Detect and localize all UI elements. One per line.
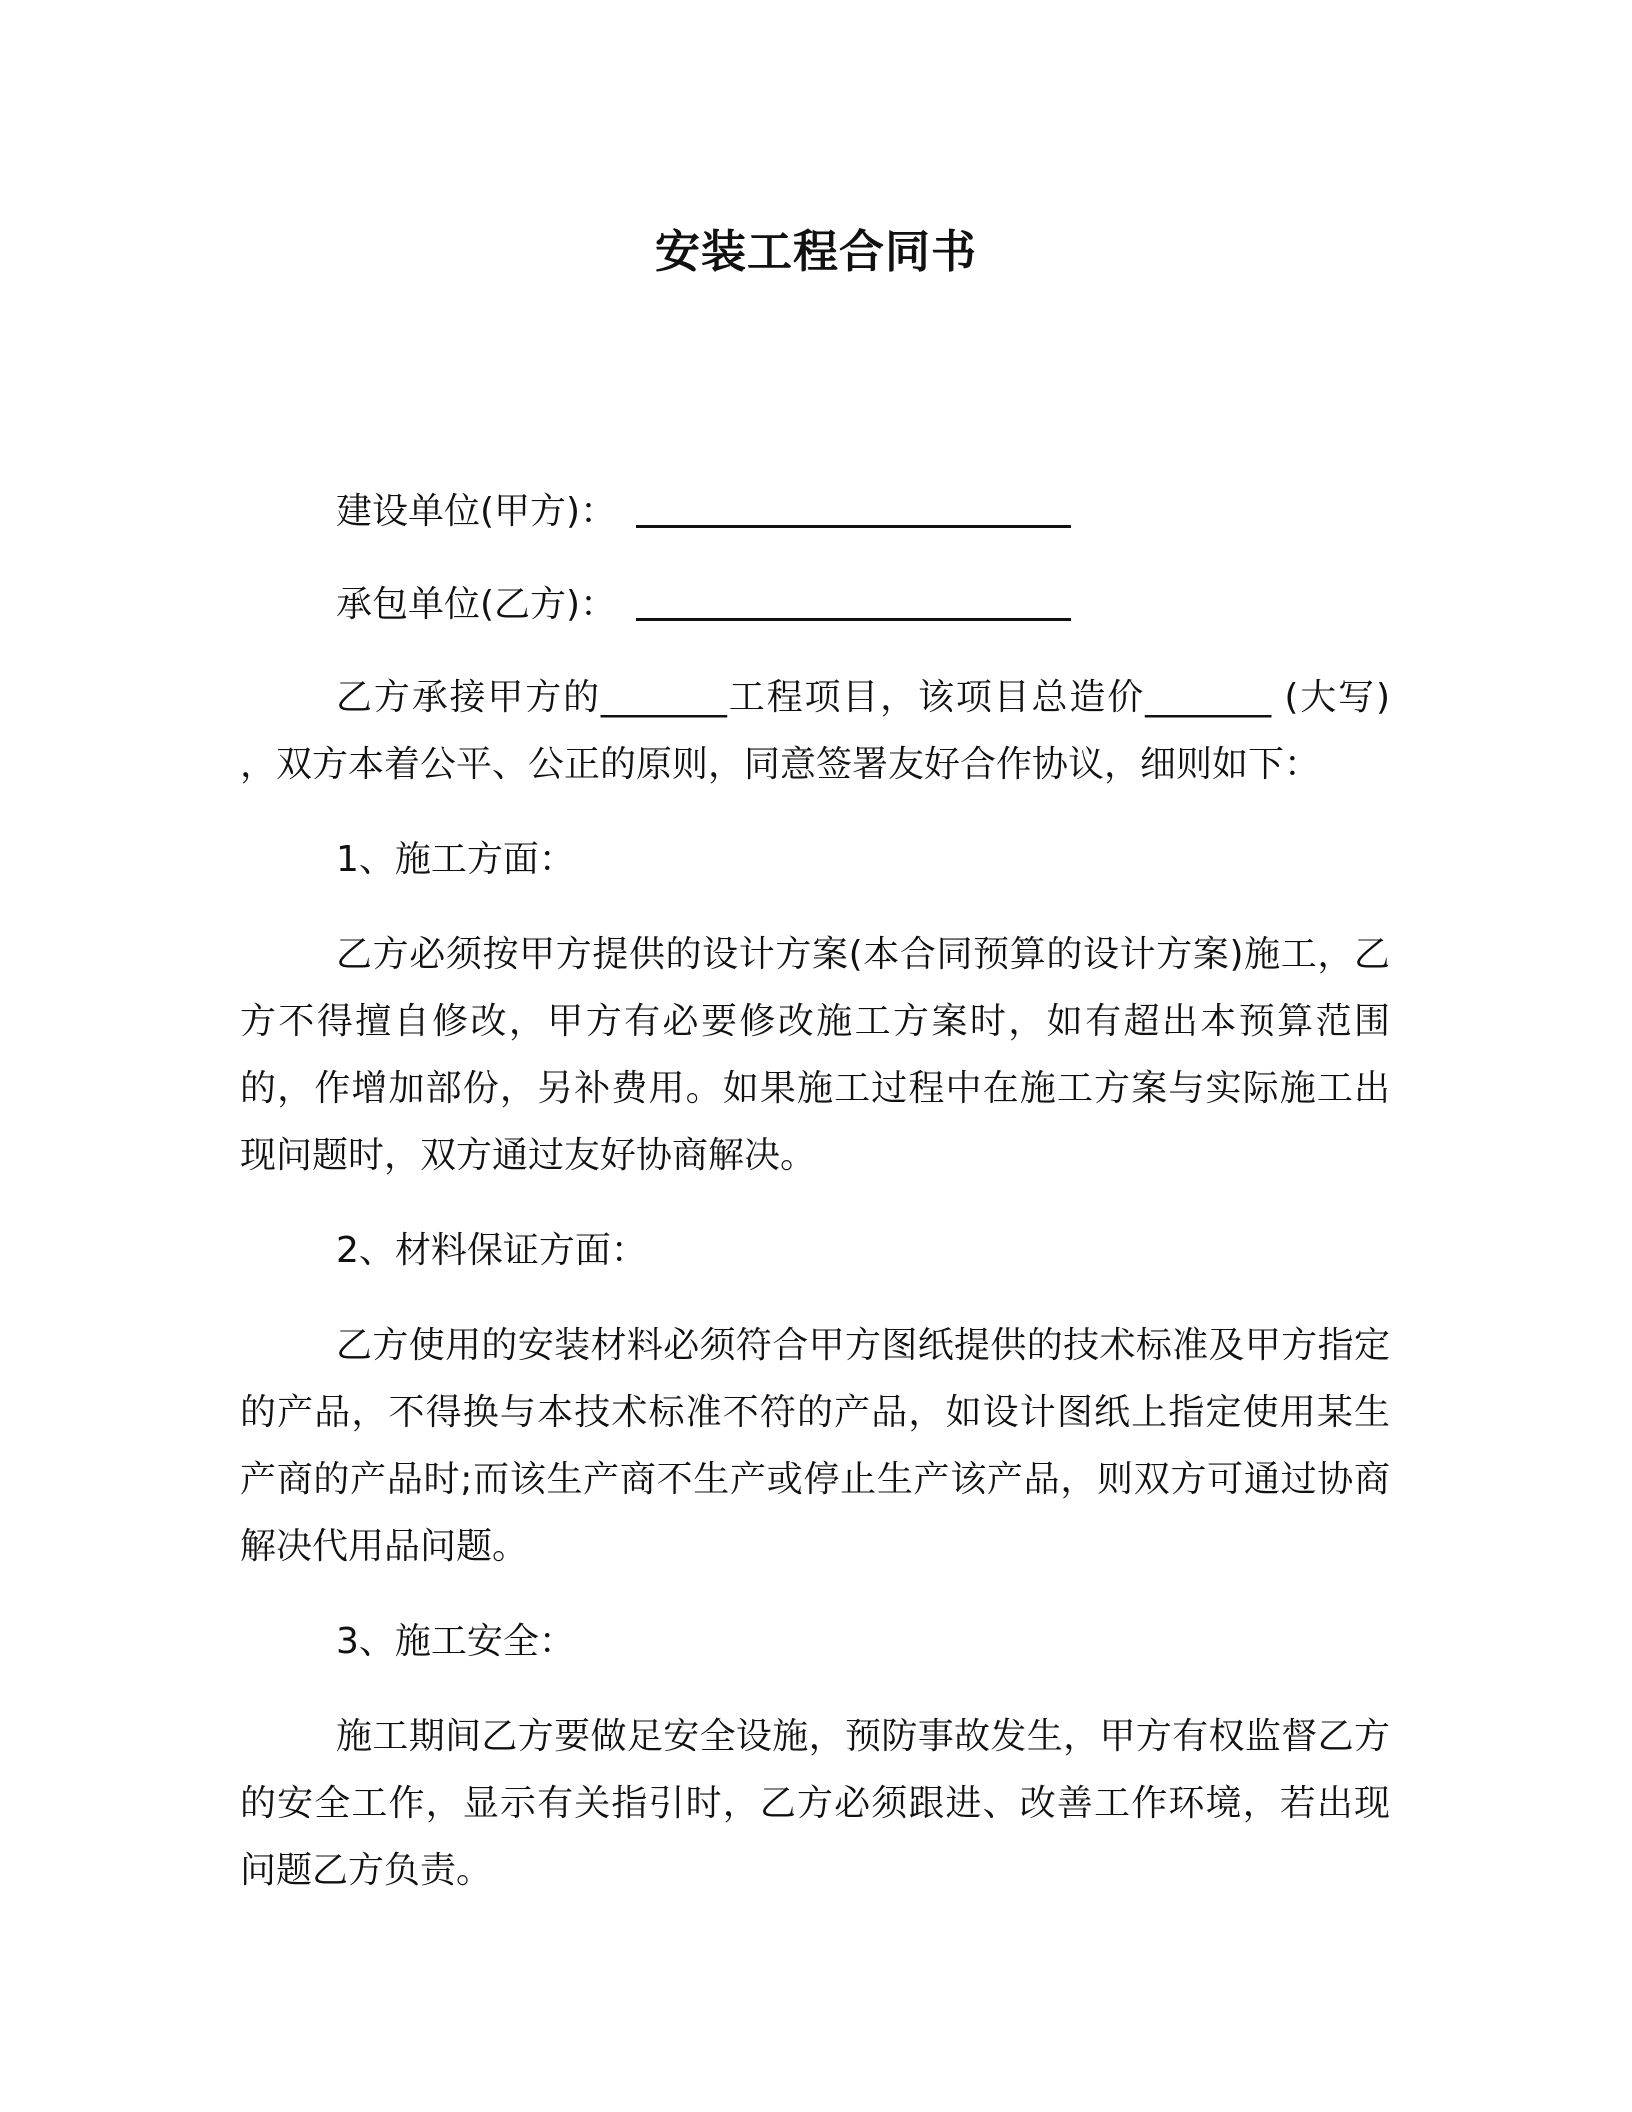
section-3-paragraph: 施工期间乙方要做足安全设施，预防事故发生，甲方有权监督乙方的安全工作，显示有关指引时，乙方必须跟进、改善工作环境，若出现问题乙方负责。 (240, 1716, 1390, 1891)
party-b-blank (636, 592, 1071, 621)
document-body (240, 478, 1390, 1932)
document-title: 安装工程合同书 (654, 225, 977, 278)
party-a-blank (636, 499, 1071, 528)
intro-paragraph: 乙方承接甲方的_______工程项目，该项目总造价_______ (大写) ，双方本着公平、公正的原则，同意签署友好合作协议，细则如下： (240, 677, 1390, 785)
party-b-label: 承包单位(乙方)： (336, 584, 617, 625)
section-1-heading: 1、施工方面： (336, 839, 575, 880)
section-1-paragraph: 乙方必须按甲方提供的设计方案(本合同预算的设计方案)施工，乙方不得擅自修改，甲方有必要修改施工方案时，如有超出本预算范围的，作增加部份，另补费用。如果施工过程中在施工方案与实际施工出现问题时，双方通过友好协商解决。 (240, 934, 1390, 1176)
section-2-heading: 2、材料保证方面： (336, 1230, 647, 1271)
section-2-paragraph: 乙方使用的安装材料必须符合甲方图纸提供的技术标准及甲方指定的产品，不得换与本技术标准不符的产品，如设计图纸上指定使用某生产商的产品时;而该生产商不生产或停止生产该产品，则双方可通过协商解决代用品问题。 (240, 1325, 1390, 1567)
party-a-field (240, 478, 1390, 545)
party-b-field (240, 571, 1390, 638)
party-a-label: 建设单位(甲方)： (336, 491, 617, 532)
section-3-heading: 3、施工安全： (336, 1621, 575, 1662)
